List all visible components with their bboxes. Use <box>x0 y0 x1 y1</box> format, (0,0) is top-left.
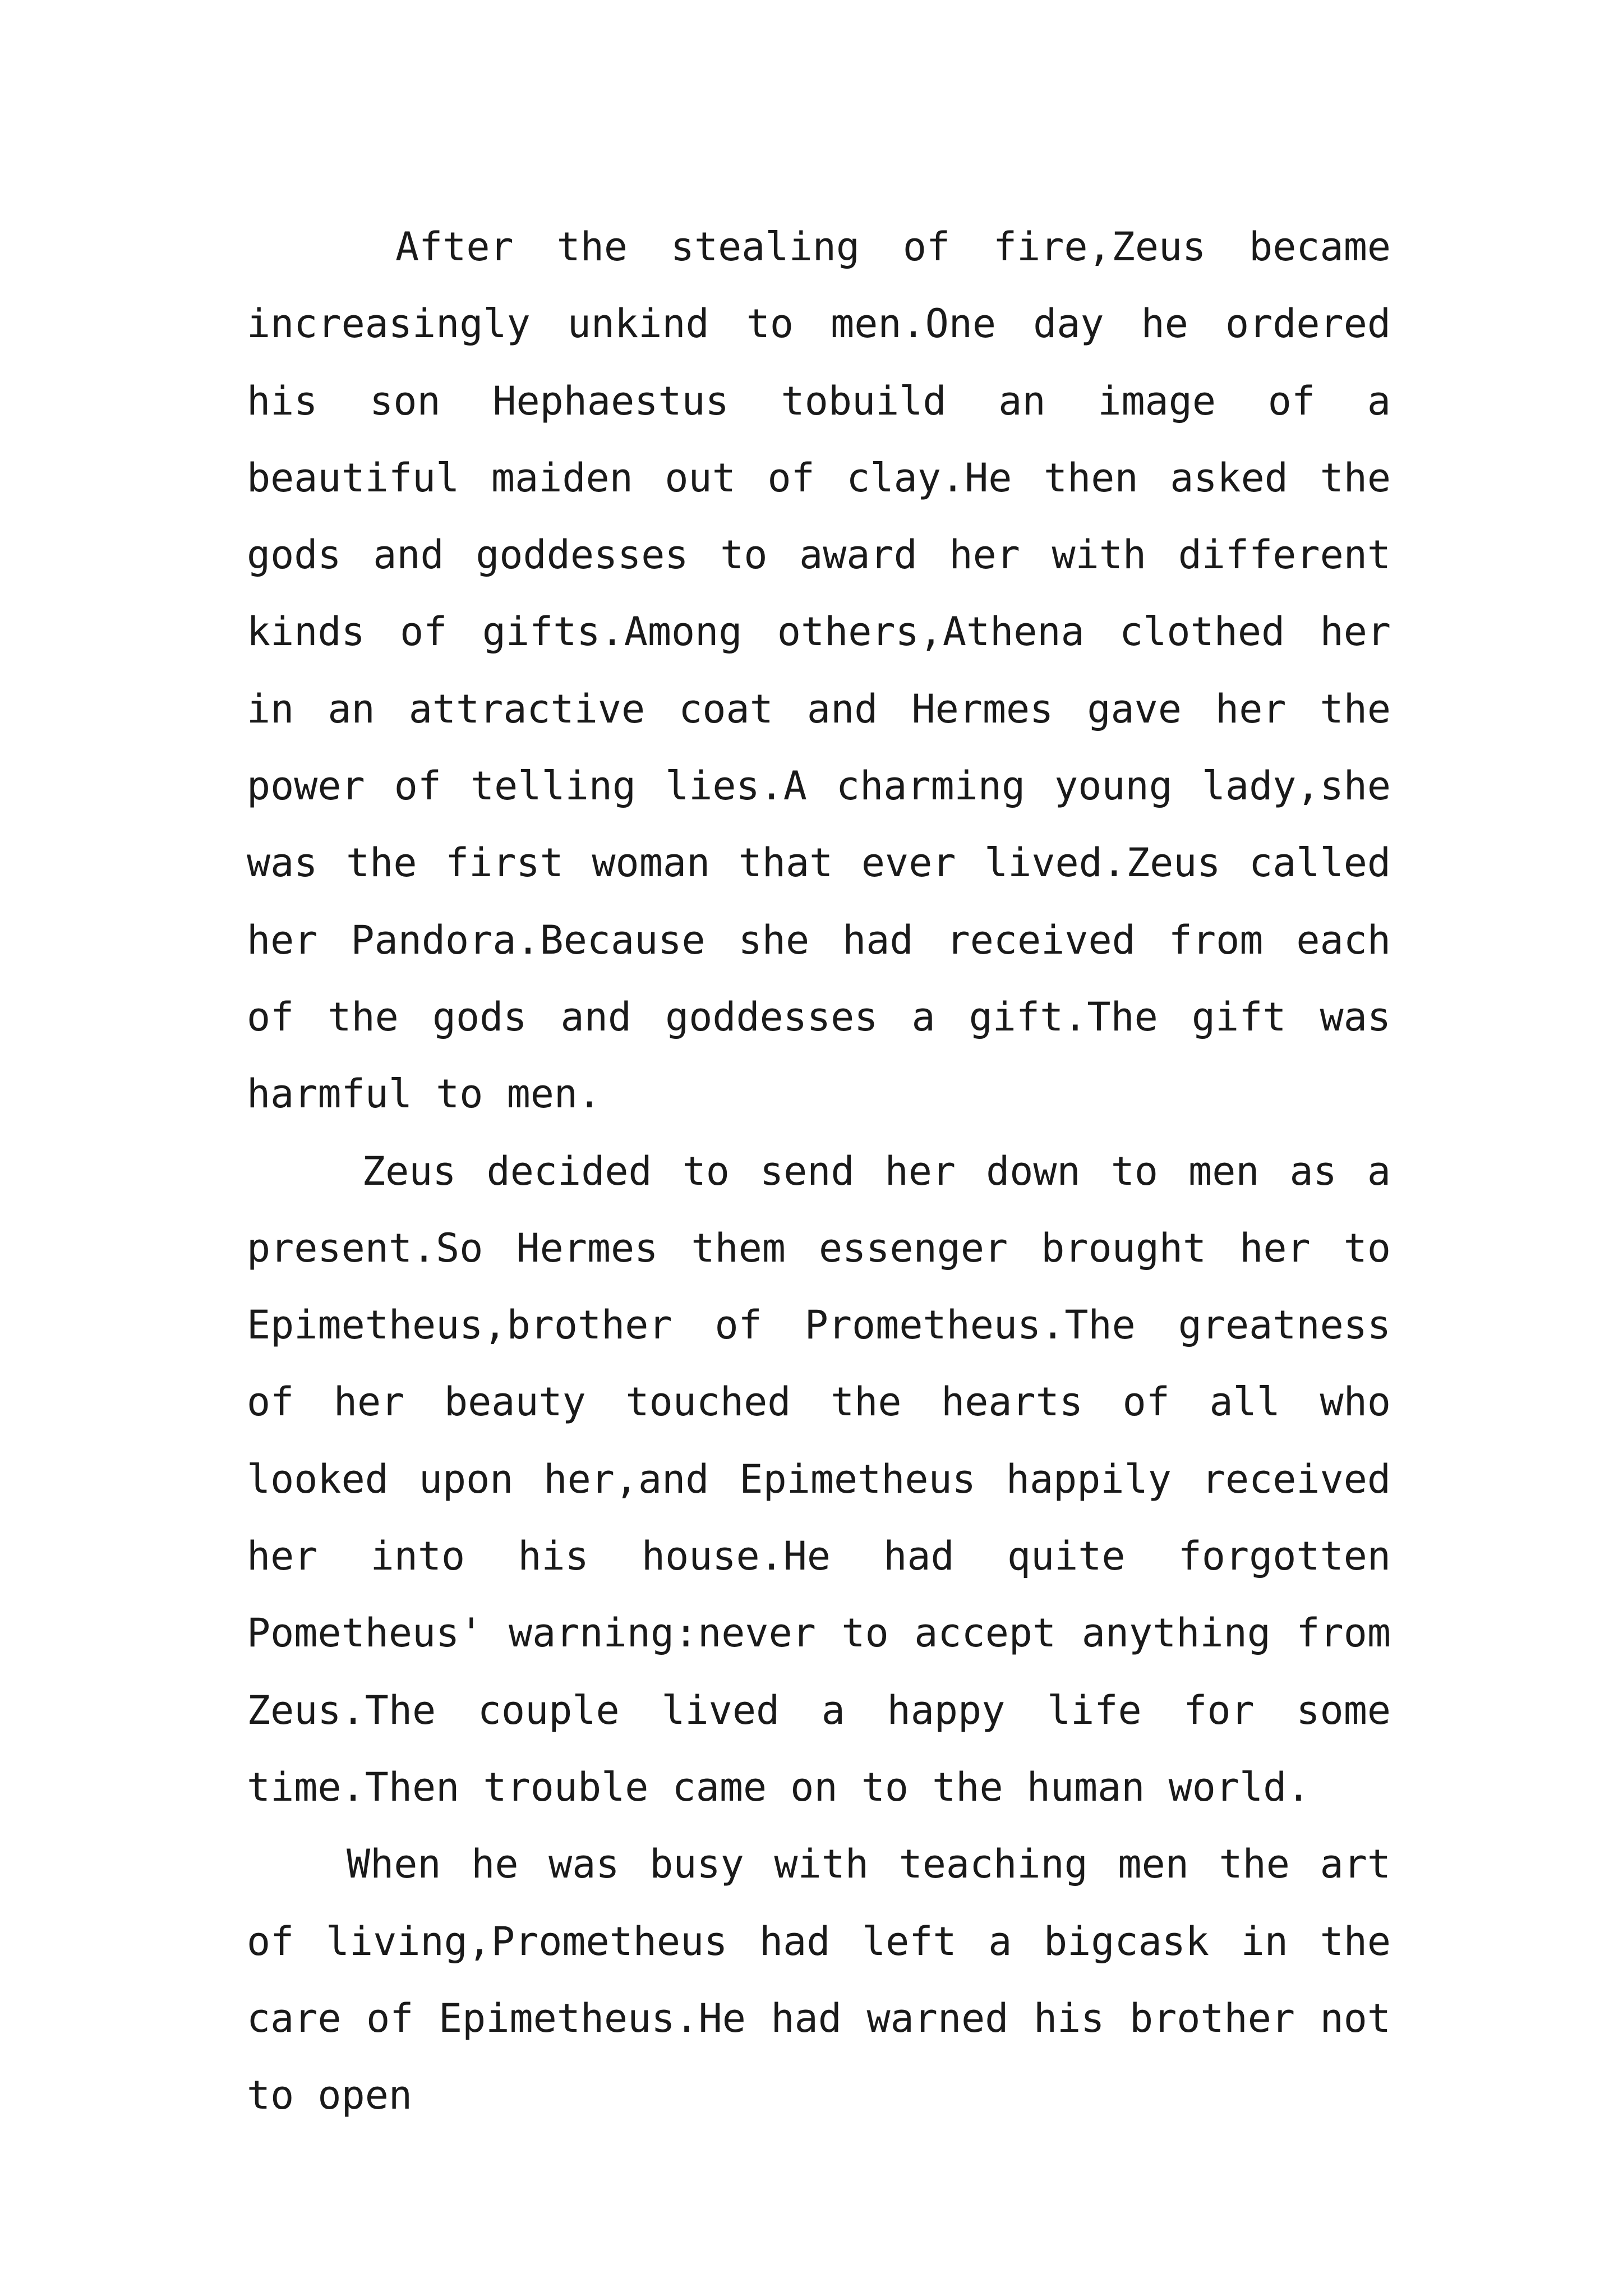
paragraph-1: After the stealing of fire,Zeus became increasingly unkind to men.One day he ordered his son Hephaestus tobuild an image of a beautiful maiden out of clay.He then asked the gods and goddesses to award her with different kinds of gifts.Among others,Athena clothed her in an attractive coat and Hermes gave her the power of telling lies.A charming young lady,she was the first woman that ever lived.Zeus called her Pandora.Because she had received from each of the gods and goddesses a gift.The gift was harmful to men. <box>247 224 1391 1117</box>
paragraph-3: When he was busy with teaching men the art of living,Prometheus had left a bigcask in the care of Epimetheus.He had warned his brother not to open <box>247 1841 1391 2119</box>
paragraph-2: Zeus decided to send her down to men as a present.So Hermes them essenger brought her to Epimetheus,brother of Prometheus.The greatness of her beauty touched the hearts of all who looked upon her,and Epimetheus happily received her into his house.He had quite forgotten Pometheus' warning:never to accept anything from Zeus.The couple lived a happy life for some time.Then trouble came on to the human world. <box>247 1148 1391 1810</box>
body-text <box>247 209 1391 2134</box>
